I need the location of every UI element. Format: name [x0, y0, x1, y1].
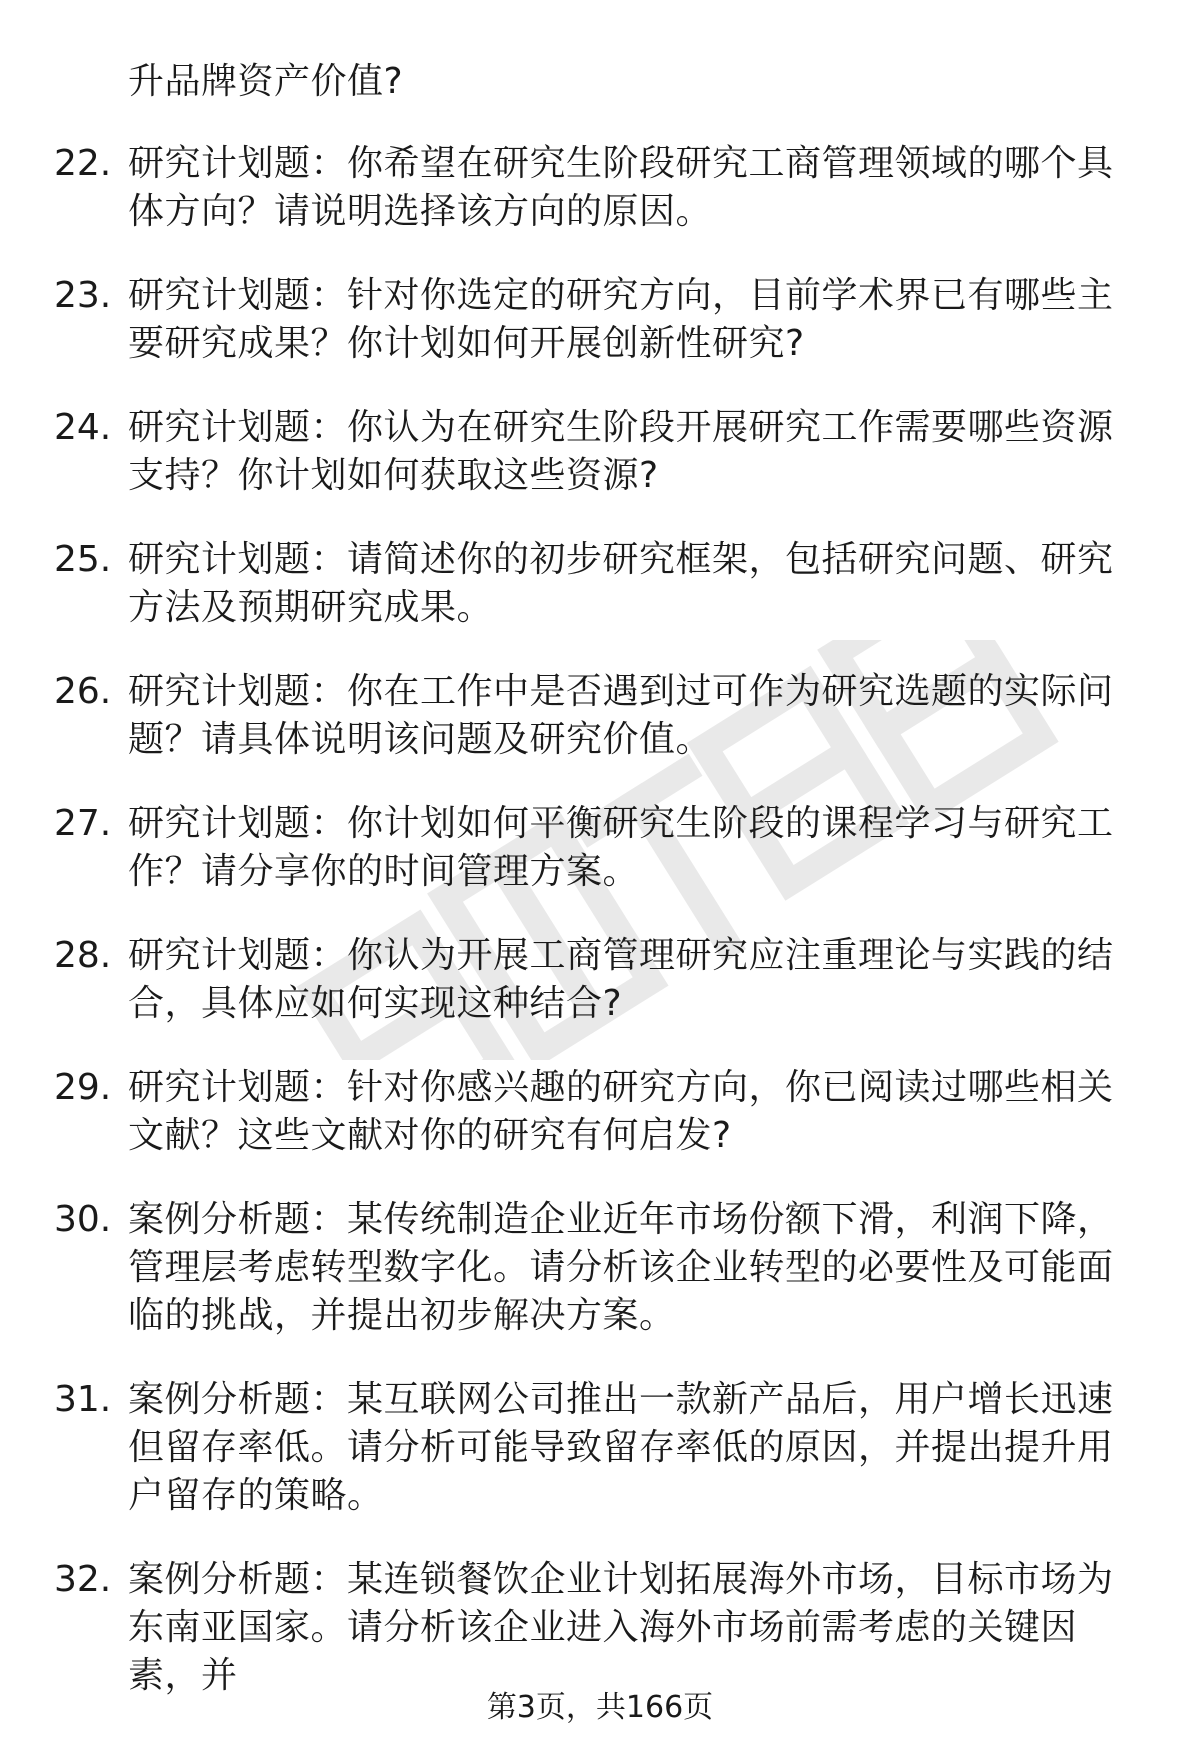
item-number: 23.	[54, 275, 112, 316]
item-number: 30.	[54, 1199, 112, 1240]
item-number: 27.	[54, 803, 112, 844]
item-number: 26.	[54, 671, 112, 712]
item-number: 29.	[54, 1067, 112, 1108]
list-item	[0, 1196, 1200, 1340]
item-number: 28.	[54, 935, 112, 976]
item-text: 案例分析题：某传统制造企业近年市场份额下滑，利润下降，管理层考虑转型数字化。请分析该企业转型的必要性及可能面临的挑战，并提出初步解决方案。	[128, 1199, 1114, 1336]
list-item	[0, 1376, 1200, 1520]
continuation-text: 升品牌资产价值?	[128, 61, 404, 102]
item-number: 24.	[54, 407, 112, 448]
list-item	[0, 404, 1200, 500]
list-item	[0, 800, 1200, 896]
page-footer: 第3页，共166页	[486, 1690, 714, 1725]
list-item	[0, 536, 1200, 632]
item-number: 22.	[54, 143, 112, 184]
question-list	[0, 140, 1200, 1736]
item-text: 研究计划题：针对你选定的研究方向，目前学术界已有哪些主要研究成果？你计划如何开展创新性研究?	[128, 275, 1114, 364]
item-text: 研究计划题：针对你感兴趣的研究方向，你已阅读过哪些相关文献？这些文献对你的研究有何启发?	[128, 1067, 1114, 1156]
list-item	[0, 1064, 1200, 1160]
list-item	[0, 668, 1200, 764]
item-text: 案例分析题：某连锁餐饮企业计划拓展海外市场，目标市场为东南亚国家。请分析该企业进入海外市场前需考虑的关键因素，并	[128, 1559, 1114, 1696]
list-item	[0, 272, 1200, 368]
item-text: 研究计划题：请简述你的初步研究框架，包括研究问题、研究方法及预期研究成果。	[128, 539, 1114, 628]
item-text: 案例分析题：某互联网公司推出一款新产品后，用户增长迅速但留存率低。请分析可能导致留存率低的原因，并提出提升用户留存的策略。	[128, 1379, 1114, 1516]
list-item	[0, 140, 1200, 236]
list-item	[0, 932, 1200, 1028]
item-text: 研究计划题：你希望在研究生阶段研究工商管理领域的哪个具体方向？请说明选择该方向的原因。	[128, 143, 1114, 232]
item-number: 31.	[54, 1379, 112, 1420]
item-text: 研究计划题：你认为在研究生阶段开展研究工作需要哪些资源支持？你计划如何获取这些资源?	[128, 407, 1114, 496]
item-number: 32.	[54, 1559, 112, 1600]
item-text: 研究计划题：你计划如何平衡研究生阶段的课程学习与研究工作？请分享你的时间管理方案。	[128, 803, 1114, 892]
list-item	[0, 1556, 1200, 1700]
item-text: 研究计划题：你在工作中是否遇到过可作为研究选题的实际问题？请具体说明该问题及研究价值。	[128, 671, 1114, 760]
item-text: 研究计划题：你认为开展工商管理研究应注重理论与实践的结合，具体应如何实现这种结合?	[128, 935, 1114, 1024]
item-number: 25.	[54, 539, 112, 580]
